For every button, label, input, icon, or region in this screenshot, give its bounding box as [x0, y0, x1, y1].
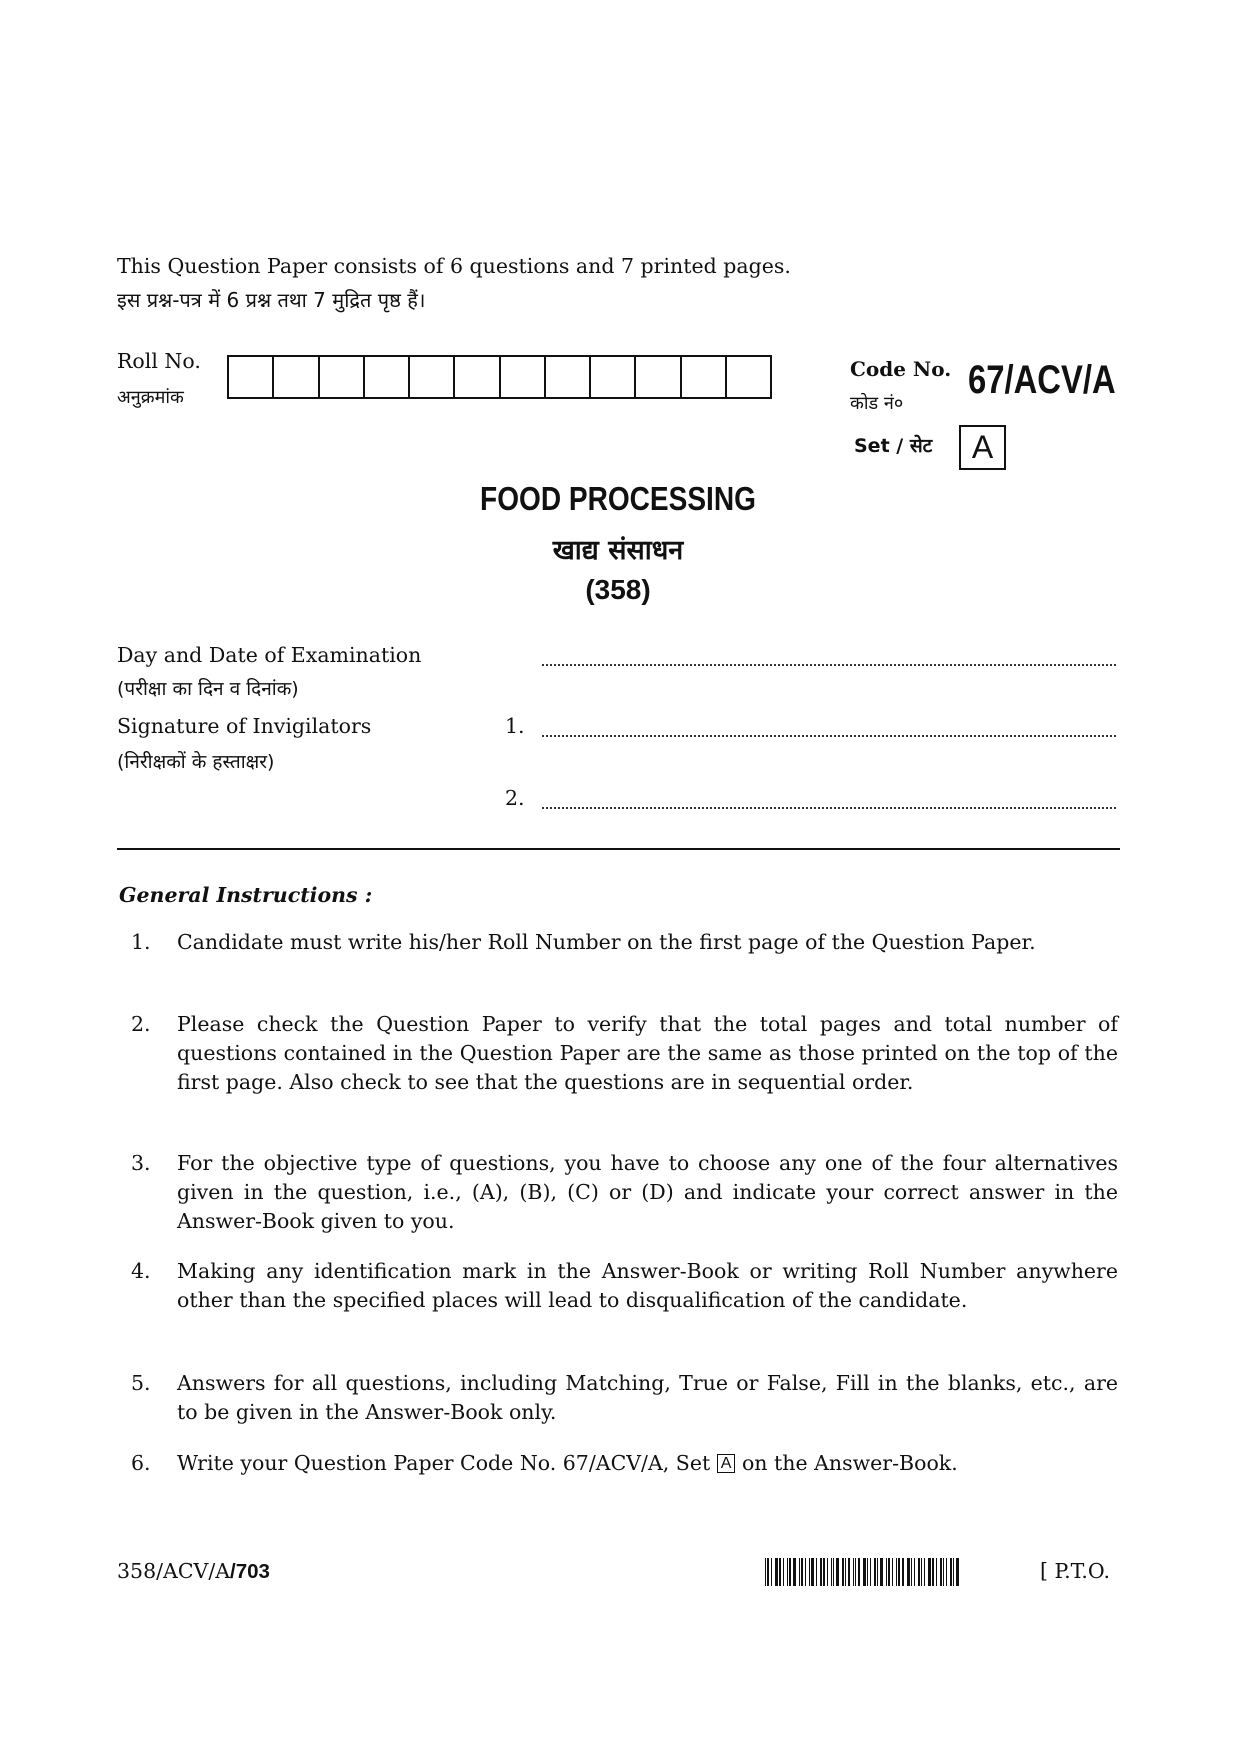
barcode-bar	[946, 1558, 947, 1586]
divider	[117, 848, 1120, 850]
barcode-bar	[888, 1558, 890, 1586]
barcode-bar	[956, 1558, 959, 1586]
signature-2-number: 2.	[505, 786, 525, 810]
invigilator-signature-label: Signature of Invigilators	[117, 714, 372, 738]
barcode-bar	[842, 1558, 844, 1586]
roll-label-hi: अनुक्रमांक	[117, 387, 184, 408]
barcode-bar	[779, 1558, 781, 1586]
roll-box[interactable]	[229, 357, 274, 397]
barcode-bar	[827, 1558, 828, 1586]
pages-info-hi: इस प्रश्न-पत्र में 6 प्रश्न तथा 7 मुद्रित पृष्ठ हैं।	[117, 288, 426, 312]
barcode-bar	[816, 1558, 817, 1586]
barcode-bar	[953, 1558, 954, 1586]
barcode-bar	[848, 1558, 850, 1586]
set-label: Set / सेट	[854, 435, 933, 457]
roll-box[interactable]	[501, 357, 546, 397]
barcode-bar	[801, 1558, 803, 1586]
code-value: 67/ACV/A	[968, 358, 1116, 402]
instruction-text: For the objective type of questions, you have to choose any one of the four alternatives given in the question, i.e., (A), (B), (C) or (D) and indicate your correct answer in the Answer-Book given to you.	[177, 1151, 1118, 1233]
signature-1-field[interactable]	[542, 735, 1116, 737]
set-box-inline: A	[717, 1454, 736, 1473]
barcode-bar	[914, 1558, 915, 1586]
subject-code: (358)	[585, 574, 651, 605]
barcode-bar	[911, 1558, 912, 1586]
roll-box[interactable]	[636, 357, 681, 397]
footer-paper-code	[117, 1557, 270, 1586]
instruction-number: 6.	[131, 1451, 151, 1475]
code-label-en: Code No.	[850, 357, 952, 381]
signature-1-number: 1.	[505, 714, 525, 738]
exam-date-field[interactable]	[542, 664, 1116, 666]
roll-box[interactable]	[682, 357, 727, 397]
barcode-bar	[886, 1558, 887, 1586]
barcode-bar	[932, 1558, 934, 1586]
barcode-bar	[877, 1558, 878, 1586]
roll-box[interactable]	[546, 357, 591, 397]
barcode-bar	[940, 1558, 942, 1586]
barcode-bar	[858, 1558, 860, 1586]
barcode-bar	[892, 1558, 893, 1586]
invigilator-signature-label-hi: (निरीक्षकों के हस्ताक्षर)	[117, 751, 275, 773]
roll-box[interactable]	[410, 357, 455, 397]
instruction-text-part: Write your Question Paper Code No. 67/ACV/A, Set	[177, 1451, 711, 1475]
barcode-bar	[853, 1558, 854, 1586]
instruction-number: 1.	[131, 930, 151, 954]
barcode	[765, 1558, 1025, 1586]
barcode-bar	[870, 1558, 871, 1586]
footer-code-bold: /703	[230, 1560, 270, 1583]
barcode-bar	[924, 1558, 925, 1586]
barcode-bar	[845, 1558, 846, 1586]
barcode-bar	[855, 1558, 856, 1586]
exam-date-label-hi: (परीक्षा का दिन व दिनांक)	[117, 678, 299, 700]
barcode-bar	[874, 1558, 876, 1586]
roll-number-boxes[interactable]	[227, 355, 772, 399]
barcode-bar	[928, 1558, 931, 1586]
roll-box[interactable]	[727, 357, 770, 397]
barcode-bar	[898, 1558, 900, 1586]
barcode-bar	[799, 1558, 800, 1586]
barcode-bar	[783, 1558, 784, 1586]
exam-date-label: Day and Date of Examination	[117, 643, 422, 667]
instruction-number: 3.	[131, 1151, 151, 1175]
roll-box[interactable]	[591, 357, 636, 397]
barcode-bar	[836, 1558, 839, 1586]
barcode-bar	[950, 1558, 952, 1586]
instruction-text: Answers for all questions, including Matching, True or False, Fill in the blanks, etc., are to be given in the Answer-Book only.	[177, 1371, 1118, 1424]
instruction-text	[177, 1449, 1118, 1478]
instruction-number: 4.	[131, 1259, 151, 1283]
signature-2-field[interactable]	[542, 807, 1116, 809]
barcode-bar	[767, 1558, 769, 1586]
instruction-number: 5.	[131, 1371, 151, 1395]
roll-box[interactable]	[274, 357, 319, 397]
barcode-bar	[907, 1558, 910, 1586]
instruction-text: Candidate must write his/her Roll Number on the first page of the Question Paper.	[177, 930, 1036, 954]
barcode-bar	[805, 1558, 806, 1586]
set-box: A	[959, 425, 1006, 470]
instruction-text: Please check the Question Paper to verify that the total pages and total number of questions contained in the Question Paper are the same as those printed on the top of the first page. Also check to see that the questions are in sequential order.	[177, 1012, 1118, 1094]
barcode-bar	[880, 1558, 883, 1586]
barcode-bar	[918, 1558, 920, 1586]
instruction-number: 2.	[131, 1012, 151, 1036]
barcode-bar	[771, 1558, 772, 1586]
barcode-bar	[775, 1558, 778, 1586]
subject-title-en: FOOD PROCESSING	[480, 480, 756, 517]
footer-code-plain: 358/ACV/A	[117, 1559, 231, 1583]
barcode-bar	[863, 1558, 866, 1586]
roll-box[interactable]	[320, 357, 365, 397]
barcode-bar	[867, 1558, 868, 1586]
barcode-bar	[943, 1558, 944, 1586]
barcode-bar	[789, 1558, 791, 1586]
barcode-bar	[793, 1558, 796, 1586]
barcode-bar	[833, 1558, 834, 1586]
barcode-bar	[765, 1558, 766, 1586]
barcode-bar	[921, 1558, 922, 1586]
pto-label: [ P.T.O.	[1040, 1559, 1110, 1583]
barcode-bar	[820, 1558, 822, 1586]
code-label-hi: कोड नं०	[850, 393, 904, 414]
subject-title-hi: खाद्य संसाधन	[552, 535, 684, 566]
barcode-bar	[936, 1558, 937, 1586]
barcode-bar	[896, 1558, 897, 1586]
pages-info-en: This Question Paper consists of 6 questions and 7 printed pages.	[117, 254, 791, 278]
instructions-heading: General Instructions :	[119, 883, 373, 907]
roll-label-en: Roll No.	[117, 349, 201, 373]
barcode-bar	[823, 1558, 825, 1586]
barcode-bar	[811, 1558, 814, 1586]
instruction-text-part: on the Answer-Book.	[741, 1451, 958, 1475]
barcode-bar	[809, 1558, 810, 1586]
barcode-bar	[787, 1558, 788, 1586]
roll-box[interactable]	[455, 357, 500, 397]
roll-box[interactable]	[365, 357, 410, 397]
instruction-text: Making any identification mark in the Answer-Book or writing Roll Number anywhere other than the specified places will lead to disqualification of the candidate.	[177, 1259, 1118, 1312]
barcode-bar	[831, 1558, 832, 1586]
barcode-bar	[902, 1558, 904, 1586]
